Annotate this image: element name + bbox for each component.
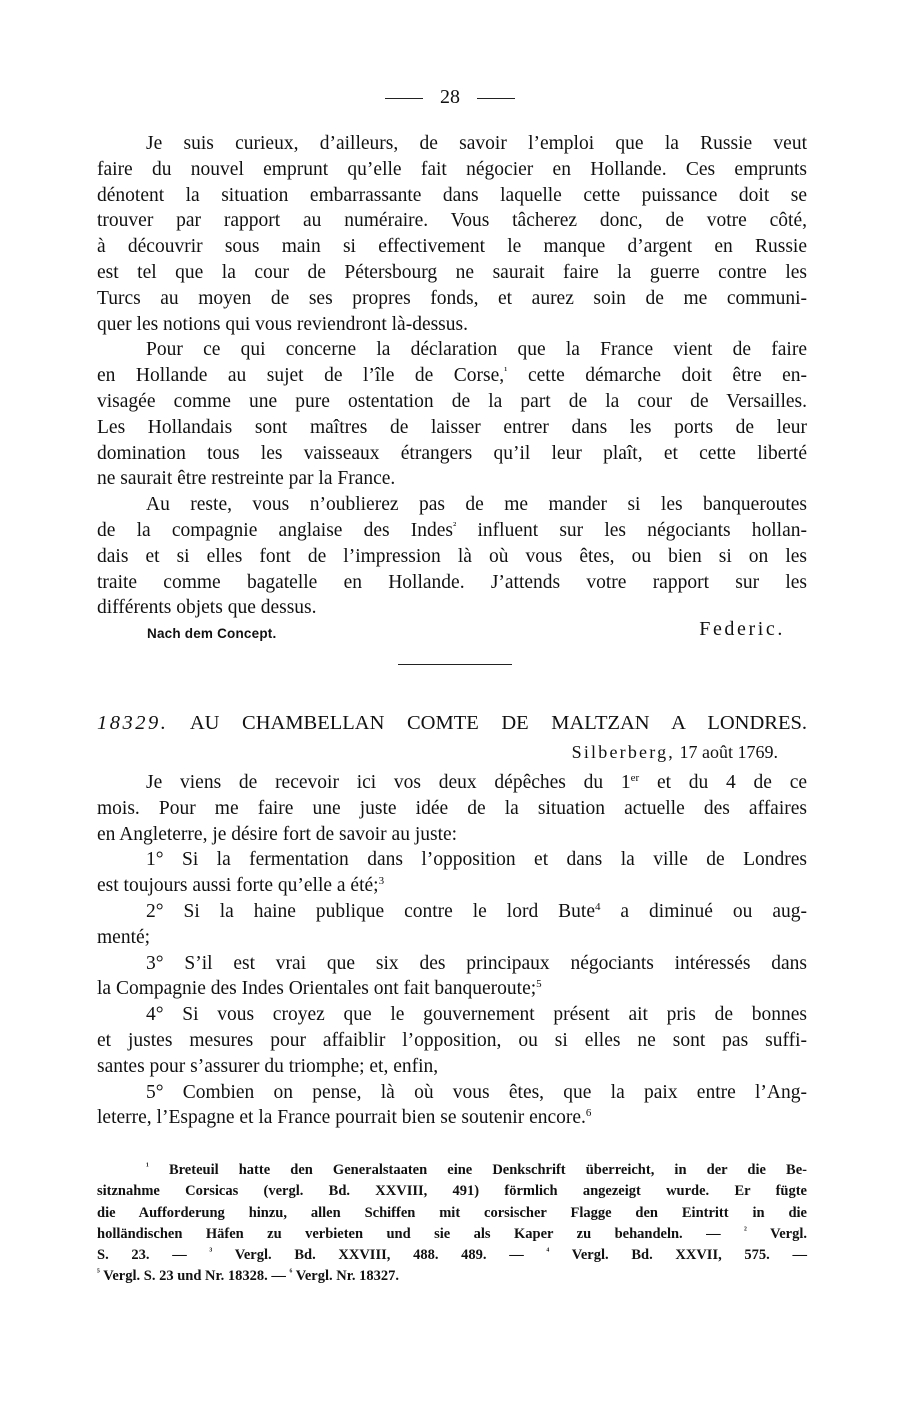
footnote-line: sitznahme Corsicas (vergl. Bd. XXVIII, 491) förmlich angezeigt wurde. Er fügte: [97, 1183, 807, 1200]
text-line: domination tous les vaisseaux étrangers qu’il leur plaît, et cette liberté: [97, 442, 807, 464]
text-line: [97, 770, 807, 796]
footnote-marker: 3: [378, 875, 385, 888]
text-line: 3° S’il est vrai que six des principaux négociants intéressés dans: [146, 952, 807, 974]
text-line: en Angleterre, je désire fort de savoir au juste:: [97, 823, 458, 845]
text-line: Je suis curieux, d’ailleurs, de savoir l’emploi que la Russie veut: [146, 133, 807, 154]
text-line: [97, 873, 807, 899]
footnote-number: ¹: [146, 1162, 149, 1172]
text-span: Vergl.: [746, 1225, 807, 1242]
text-span: Vergl. Bd. XXVIII, 488. 489. —: [212, 1247, 547, 1264]
text-span: Vergl. S. 23 und Nr. 18328. —: [99, 1268, 290, 1285]
page-number-row: [0, 86, 900, 109]
text-span: holländischen Häfen zu verbieten und sie als Kaper zu behandeln. —: [97, 1225, 745, 1242]
page-number: 28: [440, 86, 460, 108]
letter-number: 18329.: [97, 712, 169, 734]
letter-place-date: [572, 740, 778, 764]
text-span: Vergl. Bd. XXVII, 575. —: [549, 1247, 807, 1264]
text-span: en Hollande au sujet de l’île de Corse,: [97, 365, 505, 387]
text-line: Les Hollandais sont maîtres de laisser entrer dans les ports de leur: [97, 416, 807, 438]
text-span: a diminué ou aug-: [600, 900, 807, 922]
letter-title: AU CHAMBELLAN COMTE DE MALTZAN A LONDRES.: [189, 712, 807, 734]
text-span: Je viens de recevoir ici vos deux dépêches du 1: [146, 772, 631, 793]
letter-place: Silberberg,: [571, 742, 675, 762]
footnote-number: ⁶: [289, 1268, 293, 1279]
section-divider: [398, 664, 512, 665]
footnote-marker: 5: [536, 978, 542, 991]
source-note: Nach dem Concept.: [147, 626, 277, 641]
text-line: dais et si elles font de l’impression là où vous êtes, ou bien si on les: [97, 545, 807, 567]
text-line: [97, 518, 807, 544]
footnote-line: [97, 1245, 807, 1266]
text-line: Pour ce qui concerne la déclaration que la France vient de faire: [146, 339, 807, 361]
text-line: Au reste, vous n’oublierez pas de me mander si les banqueroutes: [146, 494, 807, 516]
footnote-marker: ²: [453, 519, 457, 532]
letter-date: 17 août 1769.: [679, 742, 778, 762]
page-number-dash-left: [385, 98, 423, 99]
footnote-marker: ¹: [504, 365, 508, 378]
text-span: Vergl. Nr. 18327.: [292, 1268, 399, 1285]
text-line: [97, 976, 807, 1002]
page-number-dash-right: [477, 98, 515, 99]
previous-letter-body: [97, 131, 807, 621]
text-span: 2° Si la haine publique contre le lord Bute: [146, 900, 595, 922]
text-line: visagée comme une pure ostentation de la part de la cour de Versailles.: [97, 390, 807, 412]
footnote-line: [97, 1266, 807, 1287]
text-line: 1° Si la fermentation dans l’opposition et dans la ville de Londres: [146, 849, 807, 871]
text-span: cette démarche doit être en-: [507, 365, 807, 387]
text-line: et justes mesures pour affaiblir l’opposition, ou si elles ne sont pas suffi-: [97, 1029, 807, 1051]
text-line: menté;: [97, 926, 151, 948]
text-line: [97, 363, 807, 389]
text-span: S. 23. —: [97, 1247, 210, 1264]
text-line: traite comme bagatelle en Hollande. J’attends votre rapport sur les: [97, 571, 807, 593]
footnote-line: [97, 1160, 807, 1181]
text-span: influent sur les négociants hollan-: [456, 519, 807, 541]
text-line: [97, 899, 807, 925]
text-line: 5° Combien on pense, là où vous êtes, que la paix entre l’Ang-: [146, 1081, 807, 1103]
superscript: er: [630, 772, 640, 784]
text-line: différents objets que dessus.: [97, 597, 317, 619]
text-line: mois. Pour me faire une juste idée de la situation actuelle des affaires: [97, 797, 807, 819]
text-span: leterre, l’Espagne et la France pourrait bien se soutenir encore.: [97, 1107, 586, 1129]
text-span: et du 4 de ce: [639, 772, 808, 793]
footnotes: [97, 1160, 807, 1288]
letter-heading: [97, 708, 807, 738]
signature: Federic.: [699, 618, 785, 640]
text-line: quer les notions qui vous reviendront là-dessus.: [97, 313, 468, 335]
footnote-line: die Aufforderung hinzu, allen Schiffen mit corsischer Flagge den Eintritt in die: [97, 1204, 807, 1221]
text-span: est toujours aussi forte qu’elle a été;: [97, 875, 379, 897]
text-line: à découvrir sous main si effectivement le manque d’argent en Russie: [97, 236, 807, 258]
text-line: Turcs au moyen de ses propres fonds, et aurez soin de me communi-: [97, 287, 807, 309]
text-line: [97, 1105, 807, 1131]
footnote-marker: 4: [594, 900, 601, 913]
text-line: ne saurait être restreinte par la France.: [97, 468, 396, 490]
footnote-number: ²: [744, 1225, 747, 1236]
footnote-line: [97, 1224, 807, 1245]
footnote-marker: 6: [585, 1107, 592, 1120]
signature-row: [97, 618, 785, 644]
text-line: santes pour s’assurer du triomphe; et, enfin,: [97, 1055, 439, 1077]
text-line: trouver par rapport au numéraire. Vous tâcherez donc, de votre côté,: [97, 210, 807, 232]
footnote-number: ⁴: [546, 1247, 550, 1258]
text-span: de la compagnie anglaise des Indes: [97, 519, 454, 541]
text-line: faire du nouvel emprunt qu’elle fait négocier en Hollande. Ces emprunts: [97, 158, 807, 180]
text-line: dénotent la situation embarrassante dans laquelle cette puissance doit se: [97, 184, 807, 206]
text-span: Breteuil hatte den Generalstaaten eine Denkschrift überreicht, in der die Be-: [148, 1162, 807, 1178]
footnote-number: ⁵: [97, 1268, 100, 1279]
letter-body: [97, 770, 807, 1131]
footnote-number: ³: [209, 1247, 213, 1258]
text-span: la Compagnie des Indes Orientales ont fait banqueroute;: [97, 978, 537, 1000]
text-line: 4° Si vous croyez que le gouvernement présent ait pris de bonnes: [146, 1004, 807, 1026]
text-line: est tel que la cour de Pétersbourg ne saurait faire la guerre contre les: [97, 261, 807, 283]
